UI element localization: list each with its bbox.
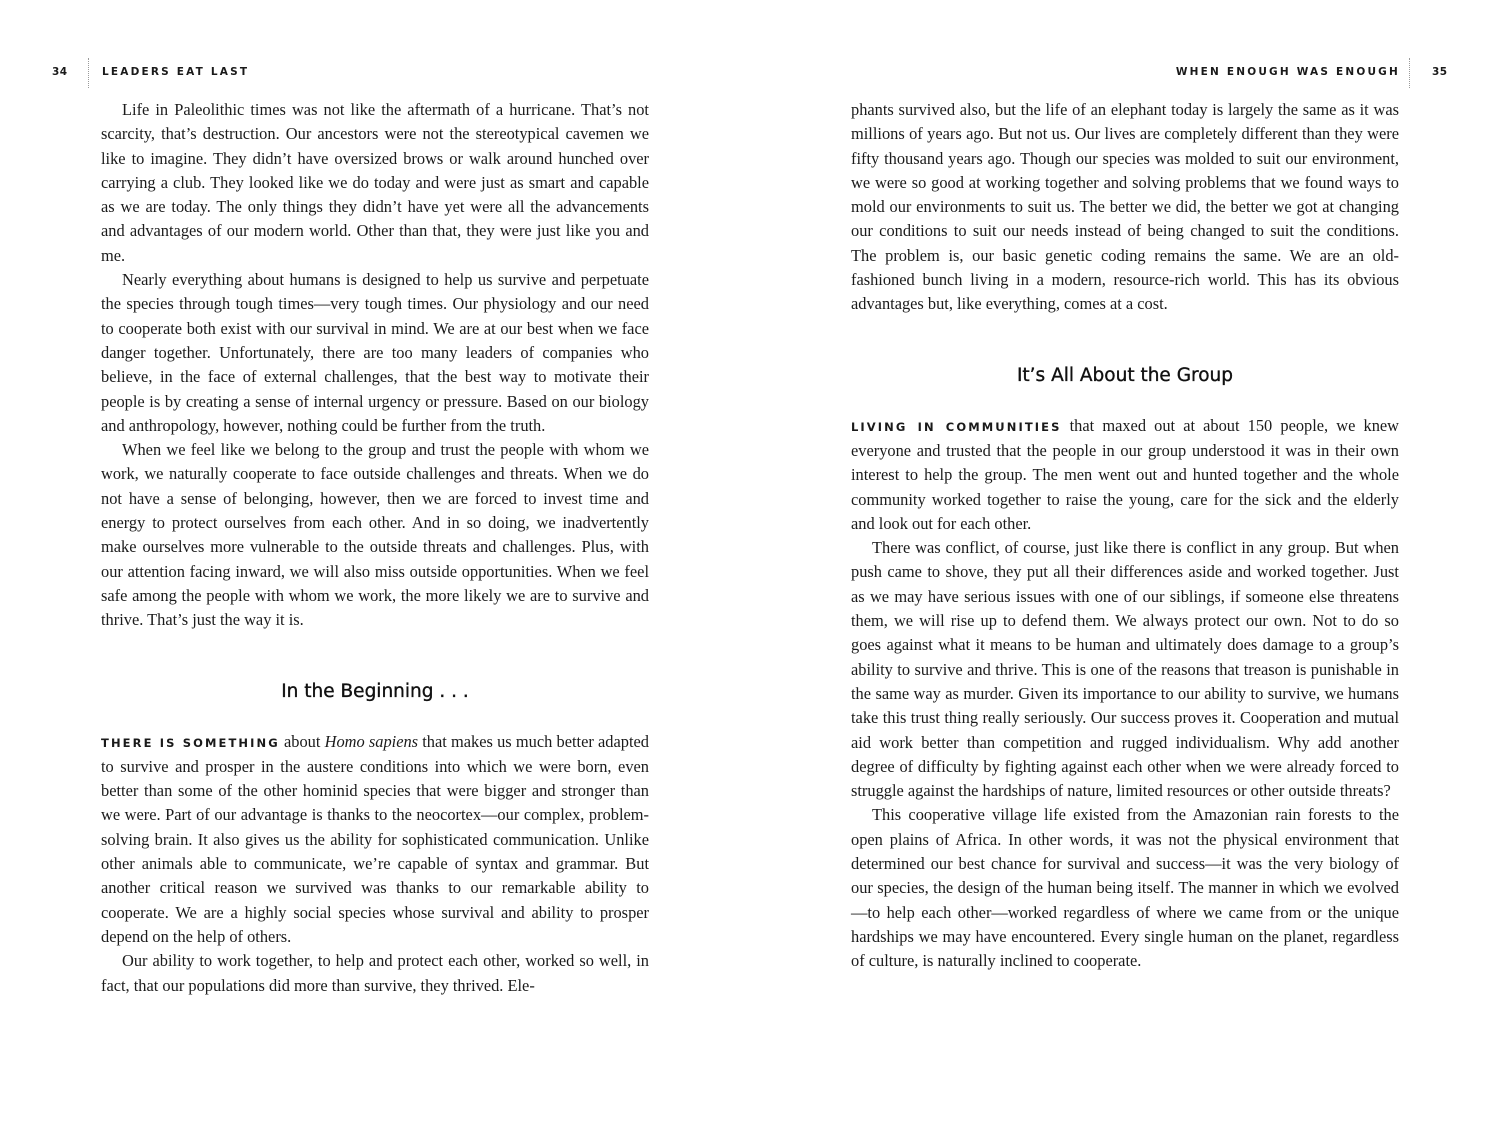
paragraph: Our ability to work together, to help and protect each other, worked so well, in fact, that our populations did more than survive, they thrived. Ele- bbox=[101, 951, 649, 995]
italic-term: Homo sapiens bbox=[324, 731, 419, 751]
paragraph: Life in Paleolithic times was not like the aftermath of a hurricane. That’s not scarcity, that’s destruction. Our ancestors were not the stereotypical cavemen we like to imagine. They didn’t have oversized brows or walk around hunched over carrying a club. They looked like we do today and were just as smart and capable as we are today. The only things they didn’t have yet were all the advancements and advantages of our modern world. Other than that, they were just like you and me. bbox=[101, 100, 649, 265]
page-number: 34 bbox=[52, 66, 68, 78]
section-heading: In the Beginning . . . bbox=[281, 680, 469, 702]
dotted-divider bbox=[88, 58, 89, 88]
lead-in-small-caps: LIVING IN COMMUNITIES bbox=[851, 419, 1062, 434]
paragraph: When we feel like we belong to the group and trust the people with whom we work, we naturally cooperate to face outside challenges and threats. When we do not have a sense of belonging, however, then we are forced to invest time and energy to protect ourselves from each other. And in so doing, we inadvertently make ourselves more vulnerable to the outside threats and challenges. Plus, with our attention facing inward, we will also miss outside opportunities. When we feel safe among the people with whom we work, the more likely we are to survive and thrive. That’s just the way it is. bbox=[101, 440, 649, 630]
chapter-title: WHEN ENOUGH WAS ENOUGH bbox=[1175, 66, 1400, 78]
right-page bbox=[750, 0, 1500, 1125]
section-first-paragraph bbox=[101, 730, 649, 950]
paragraph-text: about bbox=[279, 731, 325, 751]
book-title: LEADERS EAT LAST bbox=[102, 66, 250, 78]
right-running-head bbox=[750, 58, 1500, 86]
left-body-text bbox=[101, 98, 649, 998]
paragraph: Nearly everything about humans is designed to help us survive and perpetuate the species through tough times—very tough times. Our physiology and our need to cooperate both exist with our survival in mind. We are at our best when we face danger together. Unfortunately, there are too many leaders of companies who believe, in the face of external challenges, that the best way to motivate their people is by creating a sense of internal urgency or pressure. Based on our biology and anthropology, however, nothing could be further from the truth. bbox=[101, 270, 649, 435]
section-first-paragraph bbox=[851, 414, 1399, 536]
right-body-text bbox=[851, 98, 1399, 974]
left-running-head bbox=[0, 58, 750, 86]
lead-in-small-caps: THERE IS SOMETHING bbox=[101, 735, 280, 750]
continued-paragraph: phants survived also, but the life of an elephant today is largely the same as it was millions of years ago. But not us. Our lives are completely different than they were fifty thousand years ago. Though our species was molded to suit our environment, we were so good at working together and solving problems that we found ways to mold our environments to suit us. The better we did, the better we got at changing our conditions to suit our needs instead of being changed to suit the conditions. The problem is, our basic genetic coding remains the same. We are an old-fashioned bunch living in a modern, resource-rich world. This has its obvious advantages but, like everything, comes at a cost. bbox=[851, 100, 1399, 314]
paragraph-text: that makes us much better adapted to survive and prosper in the austere conditions into which we were born, even better than some of the other hominid species that were bigger and stronger than we were. Part of our advantage is thanks to the neocortex—our complex, problem-solving brain. It also gives us the ability for sophisticated communication. Unlike other animals able to communicate, we’re capable of syntax and grammar. But another critical reason we survived was thanks to our remarkable ability to cooperate. We are a highly social species whose survival and ability to prosper depend on the help of others. bbox=[101, 731, 649, 946]
paragraph: This cooperative village life existed from the Amazonian rain forests to the open plains of Africa. In other words, it was not the physical environment that determined our best chance for survival and success—it was the very biology of our species, the design of the human being itself. The manner in which we evolved—to help each other—worked regardless of where we came from or the unique hardships we may have encountered. Every single human on the planet, regardless of culture, is naturally inclined to cooperate. bbox=[851, 805, 1399, 971]
dotted-divider bbox=[1409, 58, 1410, 88]
page-number: 35 bbox=[1432, 66, 1448, 78]
paragraph: There was conflict, of course, just like there is conflict in any group. But when push came to shove, they put all their differences aside and worked together. Just as we may have serious issues with one of our siblings, if someone else threatens them, we will rise up to defend them. We always protect our own. Not to do so goes against what it means to be human and ultimately does damage to a group’s ability to survive and thrive. This is one of the reasons that treason is punishable in the same way as murder. Given its importance to our ability to survive, we humans take this trust thing really seriously. Our success proves it. Cooperation and mutual aid work better than competition and rugged individualism. Why add another degree of difficulty by fighting against each other when we were already forced to struggle against the hardships of nature, limited resources or other outside threats? bbox=[851, 538, 1399, 801]
paragraph-text: that maxed out at about 150 people, we knew everyone and trusted that the people in our group understood it was in their own interest to help the group. The men went out and hunted together and the whole community worked together to raise the young, care for the sick and the elderly and look out for each other. bbox=[851, 415, 1400, 533]
section-heading: It’s All About the Group bbox=[1016, 364, 1234, 386]
